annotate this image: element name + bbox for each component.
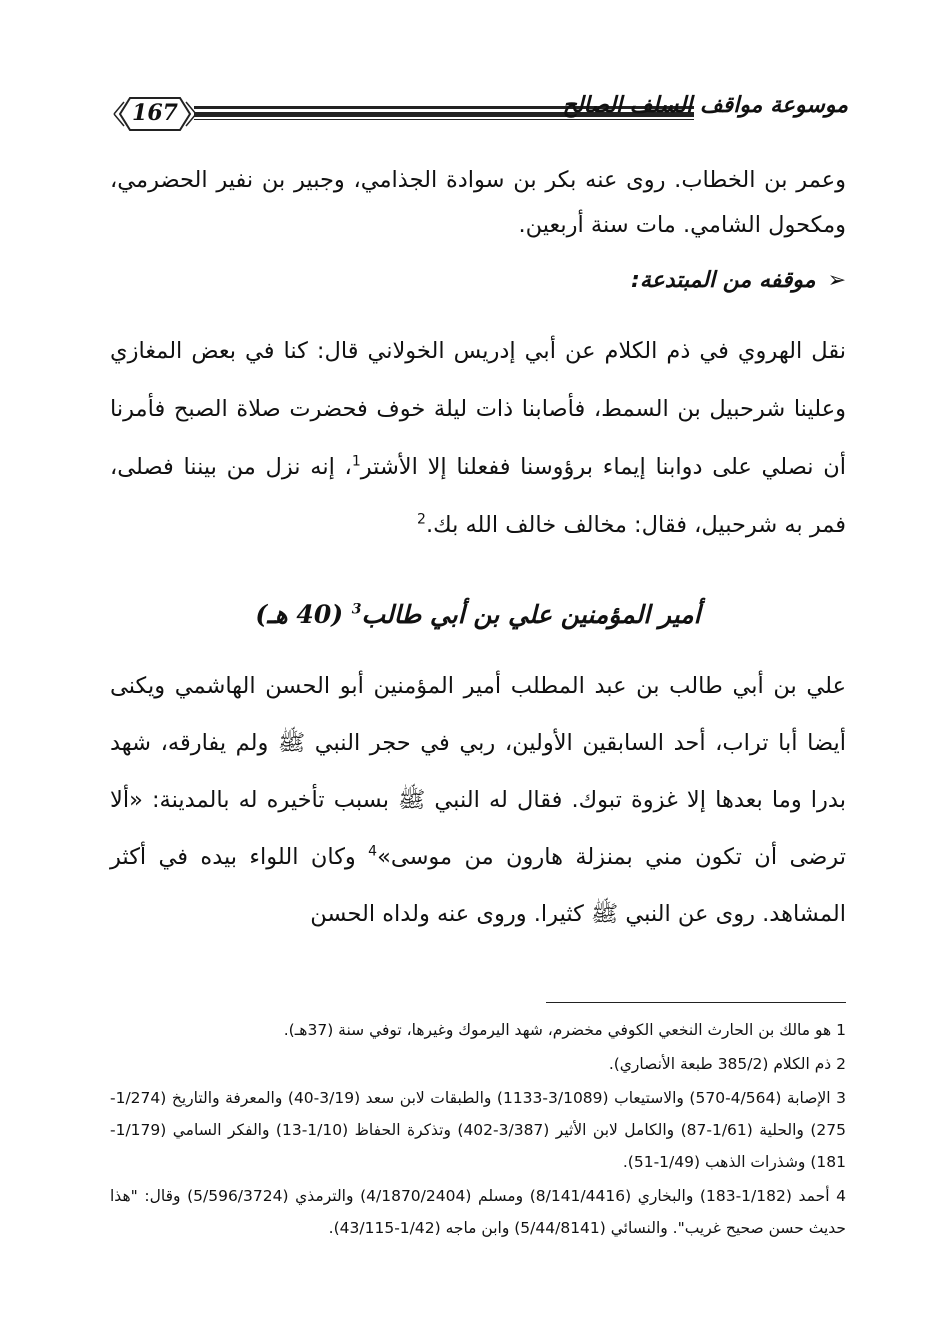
book-title: موسوعة مواقف السلف الصالح [562, 92, 848, 118]
footnote-ref-1: 1 [351, 453, 361, 470]
subheading [110, 268, 846, 293]
page-header [108, 82, 848, 152]
footnote-2: 2 ذم الكلام (385/2 طبعة الأنصاري). [608, 1055, 846, 1073]
subheading-text: موقفه من المبتدعة: [631, 268, 816, 293]
paragraph-3 [110, 658, 846, 943]
section-title-year: (40 هـ) [255, 600, 344, 629]
paragraph-2-part-1: نقل الهروي في ذم الكلام عن أبي إدريس الخولاني قال: كنا في بعض المغازي وعلينا شرحبيل بن السمط، فأصابنا ذات ليلة خوف فحضرت صلاة الصبح فأمرنا أن نصلي على دوابنا إيماء برؤوسنا ففعلنا إلا الأشتر [110, 338, 846, 480]
paragraph-2-part-2: ، إنه نزل من بيننا فصلى، فمر به شرحبيل، فقال: مخالف خالف الله بك. [110, 454, 846, 538]
arrow-bullet-icon: ➢ [827, 268, 846, 293]
paragraph-2 [110, 322, 846, 554]
footnotes [110, 1014, 846, 1246]
page-number: 167 [132, 100, 178, 126]
page-number-badge [112, 92, 198, 136]
footnote-1: 1 هو مالك بن الحارث النخعي الكوفي مخضرم، شهد اليرموك وغيرها، توفي سنة (37هـ). [283, 1021, 846, 1039]
paragraph-3-part-1: علي بن أبي طالب بن عبد المطلب أمير المؤمنين أبو الحسن الهاشمي ويكنى أيضا أبا تراب، أحد السابقين الأولين، ربي في حجر النبي ﷺ ولم يفارقه، شهد بدرا وما بعدها إلا غزوة تبوك. فقال له النبي ﷺ بسبب تأخيره له بالمدينة: «ألا ترضى أن تكون مني بمنزلة هارون من موسى» [110, 673, 846, 870]
footnote-separator [546, 1002, 846, 1003]
footnote-ref-2: 2 [417, 511, 426, 528]
paragraph-3-part-2: وكان اللواء بيده في أكثر المشاهد. روى عن النبي ﷺ كثيرا. وروى عنه ولداه الحسن [110, 844, 846, 927]
paragraph-1: وعمر بن الخطاب. روى عنه بكر بن سوادة الجذامي، وجبير بن نفير الحضرمي، ومكحول الشامي. مات سنة أربعين. [110, 167, 846, 238]
footnote-4: 4 أحمد (1/182-183) والبخاري (8/141/4416) ومسلم (4/1870/2404) والترمذي (5/596/3724) وقال: "هذا حديث حسن صحيح غريب". والنسائي (5/44/8141) وابن ماجه (1/42-43/115). [110, 1187, 846, 1237]
footnote-ref-4: 4 [368, 843, 378, 860]
footnote-3: 3 الإصابة (4/564-570) والاستيعاب (3/1089-1133) والطبقات لابن سعد (3/19-40) والمعرفة والتاريخ (1/274-275) والحلية (1/61-87) والكامل لابن الأثير (3/387-402) وتذكرة الحفاظ (1/10-13) والفكر السامي (1/179-181) وشذرات الذهب (1/49-51). [110, 1089, 847, 1171]
section-title [110, 600, 846, 629]
footnote-ref-3: 3 [351, 601, 362, 618]
section-title-text: أمير المؤمنين علي بن أبي طالب [361, 600, 701, 629]
